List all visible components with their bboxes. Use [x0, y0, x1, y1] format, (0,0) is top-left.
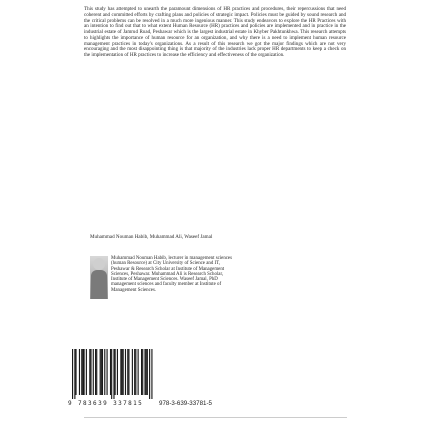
- barcode-bar: [111, 349, 112, 399]
- barcode-bar: [79, 349, 80, 395]
- barcode-bar: [144, 349, 145, 395]
- barcode-bar: [72, 349, 73, 399]
- barcode-bar: [74, 349, 75, 399]
- barcode-bar: [149, 349, 150, 399]
- barcode-bar: [82, 349, 83, 395]
- barcode-bar: [100, 349, 101, 395]
- barcode-bar: [127, 349, 128, 395]
- barcode-bar: [141, 349, 142, 395]
- barcode-bar: [81, 349, 82, 395]
- barcode-bar: [101, 349, 102, 395]
- barcode-bar: [147, 349, 148, 395]
- barcode-bar: [125, 349, 126, 395]
- barcode-bar: [142, 349, 143, 395]
- barcode-bar: [134, 349, 135, 395]
- author-bio: Muhammad Nouman Habib, lecturer in management sciences (human Resource) at City University of Science and IT, Peshawar & Research Scholar at Institute of Management Sciences, Peshawar. Muhammad Ali is Research Scholar, Institute of Management Sciences. Waseef Jamal, PhD management sciences and faculty member at Institute of Management Sciences.: [111, 256, 233, 293]
- bottom-rule: [84, 417, 347, 418]
- barcode: [68, 349, 158, 409]
- barcode-bar: [120, 349, 121, 395]
- author-names: Muhammad Nouman Habib, Muhammad Ali, Waseef Jamal: [90, 234, 213, 240]
- author-section: [90, 234, 340, 293]
- barcode-bar: [110, 349, 111, 395]
- barcode-bars: [68, 349, 158, 399]
- barcode-bar: [121, 349, 122, 395]
- barcode-bar: [93, 349, 94, 395]
- barcode-bar: [96, 349, 97, 395]
- barcode-bar: [123, 349, 124, 395]
- barcode-bar: [90, 349, 91, 395]
- barcode-bar: [113, 349, 114, 399]
- author-photo: [90, 256, 108, 299]
- barcode-bar: [84, 349, 85, 395]
- barcode-bar: [138, 349, 139, 395]
- barcode-bar: [75, 349, 76, 395]
- barcode-bar: [107, 349, 108, 395]
- barcode-bar: [104, 349, 105, 395]
- barcode-bar: [135, 349, 136, 395]
- barcode-bar: [115, 349, 116, 395]
- barcode-bar: [117, 349, 118, 395]
- abstract-text: This study has attempted to unearth the paramount dimensions of HR practices and procedures, their repercussions that need coherent and committed efforts by crafting plans and policies of strategic impact. Policies must be guided by sound research and the critical problems can be resolved in a much more ingenious manner. This study endeavors to explore the HR Practices with an intention to find out that to what extent Human Resource (HR) practices and policies are implemented and in practice in the industrial estate of Jamrud Road, Peshawar which is the largest industrial estate in Khyber Pakhtunkhwa. This research attempts to highlights the importance of human resource for an organization, and why there is a need to implement human resource management practices in today's organizations. As a result of this research we got the major findings which are not very encouraging and the most disappointing thing is that majority of the industries lack proper HR departments to keep a check on the implementation of HR practices to increase the efficiency and effectiveness of the organization.: [84, 6, 346, 58]
- barcode-bar: [86, 349, 87, 395]
- barcode-bar: [128, 349, 129, 395]
- barcode-bar: [89, 349, 90, 395]
- barcode-bar: [146, 349, 147, 395]
- barcode-bar: [95, 349, 96, 395]
- barcode-bar: [102, 349, 103, 395]
- barcode-bar: [151, 349, 152, 399]
- barcode-digits: 9 783639 337815: [68, 400, 144, 407]
- isbn-number: 978-3-639-33781-5: [159, 400, 212, 407]
- barcode-bar: [132, 349, 133, 395]
